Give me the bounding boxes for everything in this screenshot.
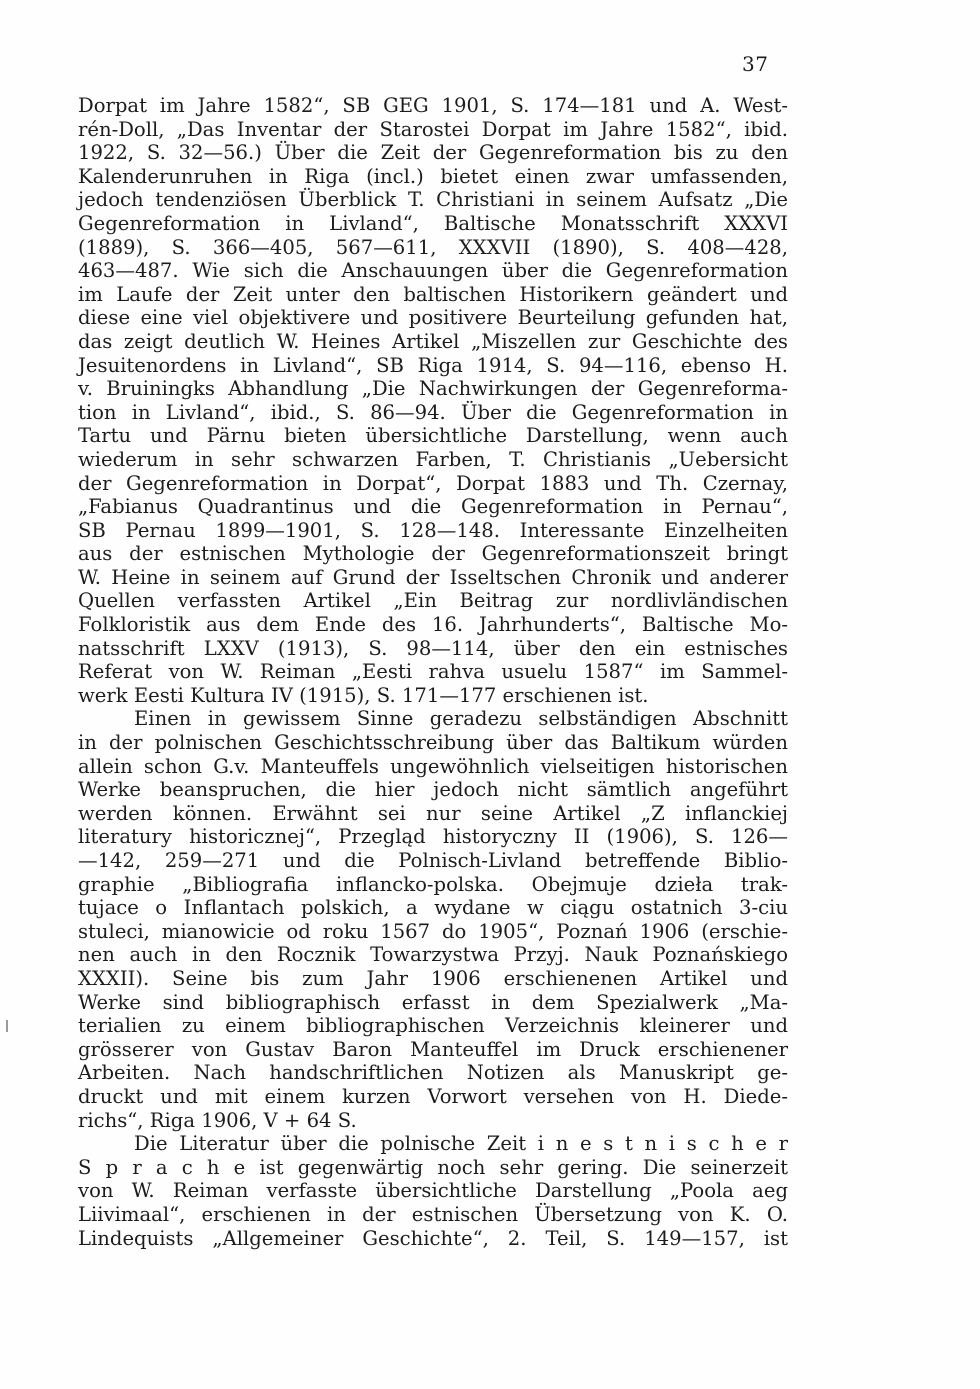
text-line: von W. Reiman verfasste übersichtliche Darstellung „Poola aeg — [78, 1179, 788, 1203]
text-line: im Laufe der Zeit unter den baltischen Historikern geändert und — [78, 282, 788, 306]
text-line: Dorpat im Jahre 1582“, SB GEG 1901, S. 174—181 und A. West- — [78, 94, 788, 117]
text-line: druckt und mit einem kurzen Vorwort versehen von H. Diede- — [78, 1084, 788, 1108]
text-line: rén-Doll, „Das Inventar der Starostei Dorpat im Jahre 1582“, ibid. — [78, 117, 788, 141]
text-line: werk Eesti Kultura IV (1915), S. 171—177 erschienen ist. — [78, 683, 649, 707]
text-line: 1922, S. 32—56.) Über die Zeit der Gegenreformation bis zu den — [78, 141, 788, 165]
text-line: diese eine viel objektivere und positivere Beurteilung gefunden hat, — [78, 306, 788, 330]
text-line: tion in Livland“, ibid., S. 86—94. Über die Gegenreformation in — [78, 400, 788, 424]
text-line: allein schon G.v. Manteuffels ungewöhnlich vielseitigen historischen — [78, 754, 788, 778]
text-line: werden können. Erwähnt sei nur seine Artikel „Z inflanckiej — [78, 801, 788, 825]
text-line: S p r a c h e ist gegenwärtig noch sehr gering. Die seinerzeit — [78, 1155, 788, 1179]
text-line: Die Literatur über die polnische Zeit i n e s t n i s c h e r — [134, 1132, 788, 1156]
text-line: XXXII). Seine bis zum Jahr 1906 erschienenen Artikel und — [78, 966, 788, 990]
text-line: Einen in gewissem Sinne geradezu selbständigen Abschnitt — [134, 707, 788, 731]
text-line: wiederum in sehr schwarzen Farben, T. Christianis „Uebersicht — [78, 447, 788, 471]
text-line: 463—487. Wie sich die Anschauungen über die Gegenreformation — [78, 259, 788, 283]
text-line: richs“, Riga 1906, V + 64 S. — [78, 1108, 357, 1132]
scan-edge-mark — [6, 1020, 8, 1032]
text-line: stuleci, mianowicie od roku 1567 do 1905“, Poznań 1906 (erschie- — [78, 919, 788, 943]
text-line: Arbeiten. Nach handschriftlichen Notizen als Manuskript ge- — [78, 1061, 788, 1085]
text-line: Referat von W. Reiman „Eesti rahva usuelu 1587“ im Sammel- — [78, 660, 788, 684]
text-line: v. Bruiningks Abhandlung „Die Nachwirkungen der Gegenreforma- — [78, 377, 788, 401]
text-line: Liivimaal“, erschienen in der estnischen Übersetzung von K. O. — [78, 1202, 788, 1226]
text-line: Quellen verfassten Artikel „Ein Beitrag zur nordlivländischen — [78, 589, 788, 613]
text-line: „Fabianus Quadrantinus und die Gegenreformation in Pernau“, — [78, 495, 788, 519]
text-line: Lindequists „Allgemeiner Geschichte“, 2. Teil, S. 149—157, ist — [78, 1226, 788, 1250]
text-line: Gegenreformation in Livland“, Baltische Monatsschrift XXXVI — [78, 211, 788, 235]
text-line: W. Heine in seinem auf Grund der Isseltschen Chronik und anderer — [78, 565, 788, 589]
text-line: nen auch in den Rocznik Towarzystwa Przyj. Nauk Poznańskiego — [78, 943, 788, 967]
text-line: das zeigt deutlich W. Heines Artikel „Miszellen zur Geschichte des — [78, 329, 788, 353]
text-line: aus der estnischen Mythologie der Gegenreformationszeit bringt — [78, 542, 788, 566]
text-line: Tartu und Pärnu bieten übersichtliche Darstellung, wenn auch — [78, 424, 788, 448]
text-line: graphie „Bibliografia inflancko-polska. Obejmuje dzieła trak- — [78, 872, 788, 896]
text-line: literatury historicznej“, Przegląd historyczny II (1906), S. 126— — [78, 825, 788, 849]
text-line: Jesuitenordens in Livland“, SB Riga 1914, S. 94—116, ebenso H. — [78, 353, 788, 377]
text-line: Folkloristik aus dem Ende des 16. Jahrhunderts“, Baltische Mo- — [78, 613, 788, 637]
text-line: jedoch tendenziösen Überblick T. Christiani in seinem Aufsatz „Die — [78, 188, 788, 212]
text-line: tujace o Inflantach polskich, a wydane w ciągu ostatnich 3-ciu — [78, 896, 788, 920]
text-line: terialien zu einem bibliographischen Verzeichnis kleinerer und — [78, 1014, 788, 1038]
text-line: in der polnischen Geschichtsschreibung über das Baltikum würden — [78, 731, 788, 755]
text-line: Werke beanspruchen, die hier jedoch nicht sämtlich angeführt — [78, 778, 788, 802]
text-line: —142, 259—271 und die Polnisch-Livland betreffende Biblio- — [78, 849, 788, 872]
text-line: der Gegenreformation in Dorpat“, Dorpat 1883 und Th. Czernay, — [78, 471, 788, 495]
text-line: natsschrift LXXV (1913), S. 98—114, über den ein estnisches — [78, 636, 788, 660]
body-text — [78, 94, 788, 1250]
text-line: (1889), S. 366—405, 567—611, XXXVII (1890), S. 408—428, — [78, 235, 788, 259]
text-line: Kalenderunruhen in Riga (incl.) bietet einen zwar umfassenden, — [78, 164, 788, 188]
page-number: 37 — [742, 52, 769, 76]
text-line: Werke sind bibliographisch erfasst in dem Spezialwerk „Ma- — [78, 990, 788, 1014]
text-line: grösserer von Gustav Baron Manteuffel im Druck erschienener — [78, 1037, 788, 1061]
text-line: SB Pernau 1899—1901, S. 128—148. Interessante Einzelheiten — [78, 518, 788, 542]
